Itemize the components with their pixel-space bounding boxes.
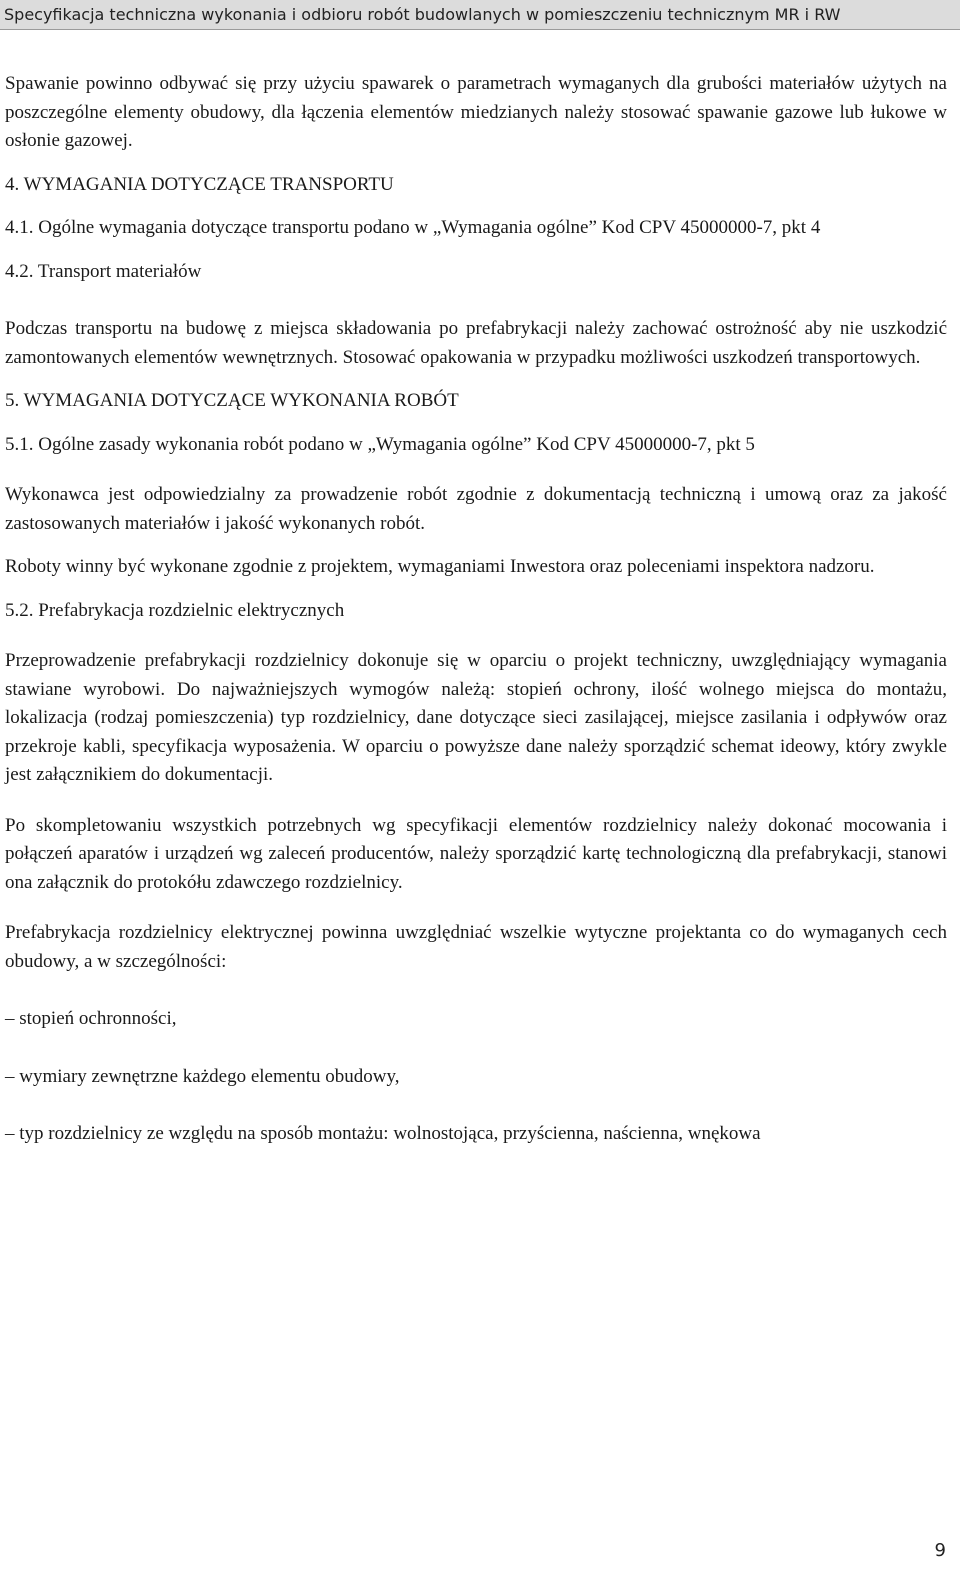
- section-heading-4: 4. WYMAGANIA DOTYCZĄCE TRANSPORTU: [5, 173, 394, 195]
- subsection-heading-5-2: 5.2. Prefabrykacja rozdzielnic elektrycznych: [5, 599, 345, 621]
- paragraph-contractor: Wykonawca jest odpowiedzialny za prowadzenie robót zgodnie z dokumentacją techniczną i umową oraz za jakość zastosowanych materiałów i jakość wykonanych robót.: [5, 484, 947, 534]
- paragraph-prefabrication-3: Prefabrykacja rozdzielnicy elektrycznej powinna uwzględniać wszelkie wytyczne projektanta co do wymaganych cech obudowy, a w szczególności:: [5, 922, 947, 972]
- paragraph-welding: Spawanie powinno odbywać się przy użyciu spawarek o parametrach wymaganych dla grubości materiałów użytych na poszczególne elementy obudowy, dla łączenia elementów miedzianych należy stosować spawanie gazowe lub łukowe w osłonie gazowej.: [5, 73, 947, 151]
- document-body: [5, 70, 947, 1149]
- list-item: – wymiary zewnętrzne każdego elementu obudowy,: [5, 1065, 400, 1087]
- subsection-heading-5-1: 5.1. Ogólne zasady wykonania robót podano w „Wymagania ogólne” Kod CPV 45000000-7, pkt 5: [5, 433, 755, 455]
- document-header: [0, 0, 960, 30]
- paragraph-transport: Podczas transportu na budowę z miejsca składowania po prefabrykacji należy zachować ostrożność aby nie uszkodzić zamontowanych elementów wewnętrznych. Stosować opakowania w przypadku możliwości uszkodzeń transportowych.: [5, 318, 947, 368]
- paragraph-works: Roboty winny być wykonane zgodnie z projektem, wymaganiami Inwestora oraz poleceniami inspektora nadzoru.: [5, 556, 875, 577]
- list-item: – typ rozdzielnicy ze względu na sposób montażu: wolnostojąca, przyścienna, naścienna, wnękowa: [5, 1123, 761, 1144]
- list-item: – stopień ochronności,: [5, 1008, 177, 1029]
- subsection-heading-4-1: 4.1. Ogólne wymagania dotyczące transportu podano w „Wymagania ogólne” Kod CPV 45000000-7, pkt 4: [5, 217, 821, 238]
- paragraph-prefabrication-2: Po skompletowaniu wszystkich potrzebnych wg specyfikacji elementów rozdzielnicy należy dokonać mocowania i połączeń aparatów i urządzeń wg zaleceń producentów, należy sporządzić kartę technologiczną dla prefabrykacji, stanowi ona załącznik do protokółu zdawczego rozdzielnicy.: [5, 814, 947, 893]
- subsection-heading-4-2: 4.2. Transport materiałów: [5, 260, 202, 282]
- page-number: 9: [934, 1540, 946, 1561]
- paragraph-prefabrication-1: Przeprowadzenie prefabrykacji rozdzielnicy dokonuje się w oparciu o projekt techniczny, uwzględniający wymagania stawiane wyrobowi. Do najważniejszych wymogów należą: stopień ochrony, ilość wolnego miejsca do montażu, lokalizacja (rodzaj pomieszczenia) typ rozdzielnicy, dane dotyczące sieci zasilającej, miejsce zasilania i odpływów oraz przekroje kabli, specyfikacja wyposażenia. W oparciu o powyższe dane należy sporządzić schemat ideowy, który zwykle jest załącznikiem do dokumentacji.: [5, 650, 947, 785]
- section-heading-5: 5. WYMAGANIA DOTYCZĄCE WYKONANIA ROBÓT: [5, 390, 459, 411]
- document-header-title: Specyfikacja techniczna wykonania i odbioru robót budowlanych w pomieszczeniu technicznym MR i RW: [4, 5, 841, 24]
